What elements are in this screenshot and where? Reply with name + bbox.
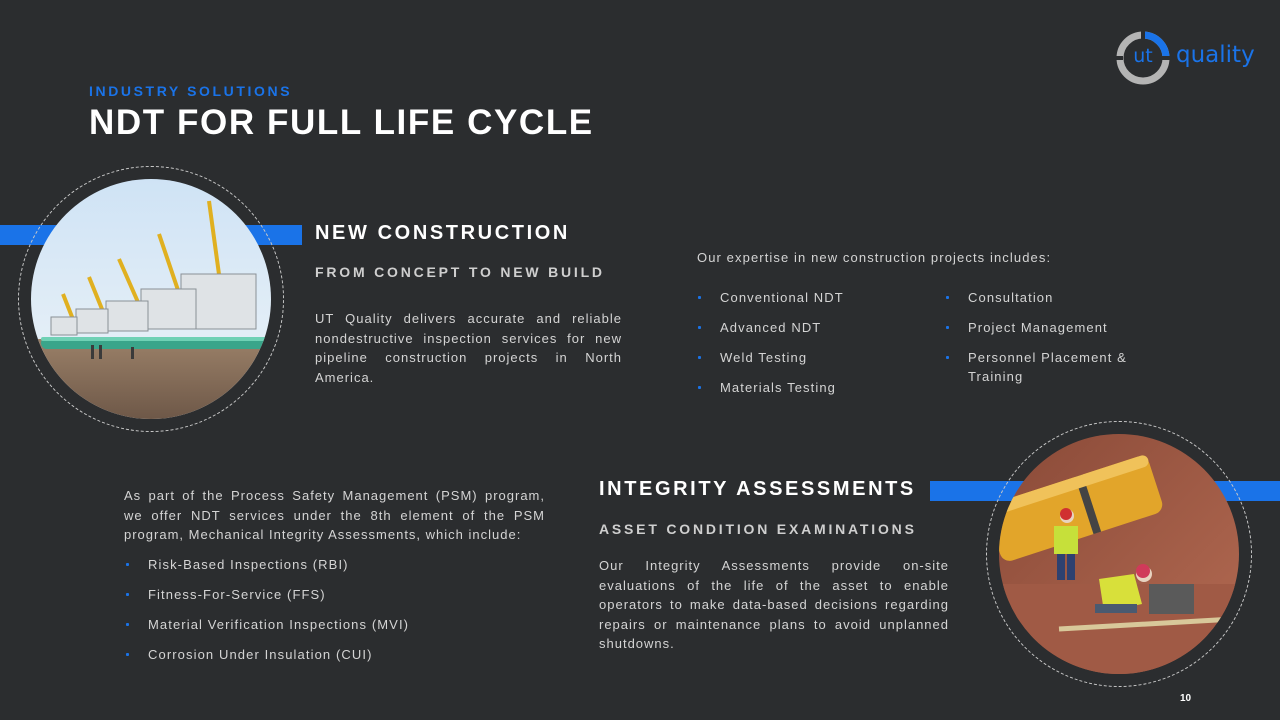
logo-ut-text: ut — [1133, 45, 1153, 67]
logo-quality-text: quality — [1176, 42, 1255, 68]
integrity-photo — [999, 434, 1239, 674]
list-item: Fitness-For-Service (FFS) — [124, 585, 524, 604]
integrity-subheading: ASSET CONDITION EXAMINATIONS — [599, 521, 917, 537]
company-logo — [1114, 28, 1254, 88]
new-construction-heading: NEW CONSTRUCTION — [315, 222, 570, 244]
integrity-heading: INTEGRITY ASSESSMENTS — [599, 478, 916, 500]
section-eyebrow: INDUSTRY SOLUTIONS — [89, 83, 293, 99]
list-item: Project Management — [944, 318, 1144, 337]
expertise-intro: Our expertise in new construction projects includes: — [697, 250, 1052, 265]
integrity-body: Our Integrity Assessments provide on-site evaluations of the life of the asset to enable operators to make data-based decisions regarding repairs or maintenance plans to avoid unplanned shutdowns. — [599, 558, 949, 651]
new-construction-subheading: FROM CONCEPT TO NEW BUILD — [315, 264, 605, 280]
expertise-list-right — [944, 288, 1144, 386]
list-item: Risk-Based Inspections (RBI) — [124, 555, 524, 574]
psm-list — [124, 555, 524, 664]
new-construction-body: UT Quality delivers accurate and reliable nondestructive inspection services for new pipeline construction projects in North America. — [315, 311, 622, 385]
page-number: 10 — [1180, 693, 1192, 704]
psm-intro: As part of the Process Safety Management (PSM) program, we offer NDT services under the 8th element of the PSM program, Mechanical Integrity Assessments, which include: — [124, 488, 545, 542]
list-item: Personnel Placement & Training — [944, 348, 1144, 386]
list-item: Advanced NDT — [696, 318, 926, 337]
list-item: Materials Testing — [696, 378, 926, 397]
list-item: Corrosion Under Insulation (CUI) — [124, 645, 524, 664]
list-item: Material Verification Inspections (MVI) — [124, 615, 524, 634]
expertise-list-left — [696, 288, 926, 397]
construction-photo — [31, 179, 271, 419]
page-title: NDT FOR FULL LIFE CYCLE — [89, 103, 594, 142]
list-item: Consultation — [944, 288, 1144, 307]
list-item: Weld Testing — [696, 348, 926, 367]
list-item: Conventional NDT — [696, 288, 926, 307]
